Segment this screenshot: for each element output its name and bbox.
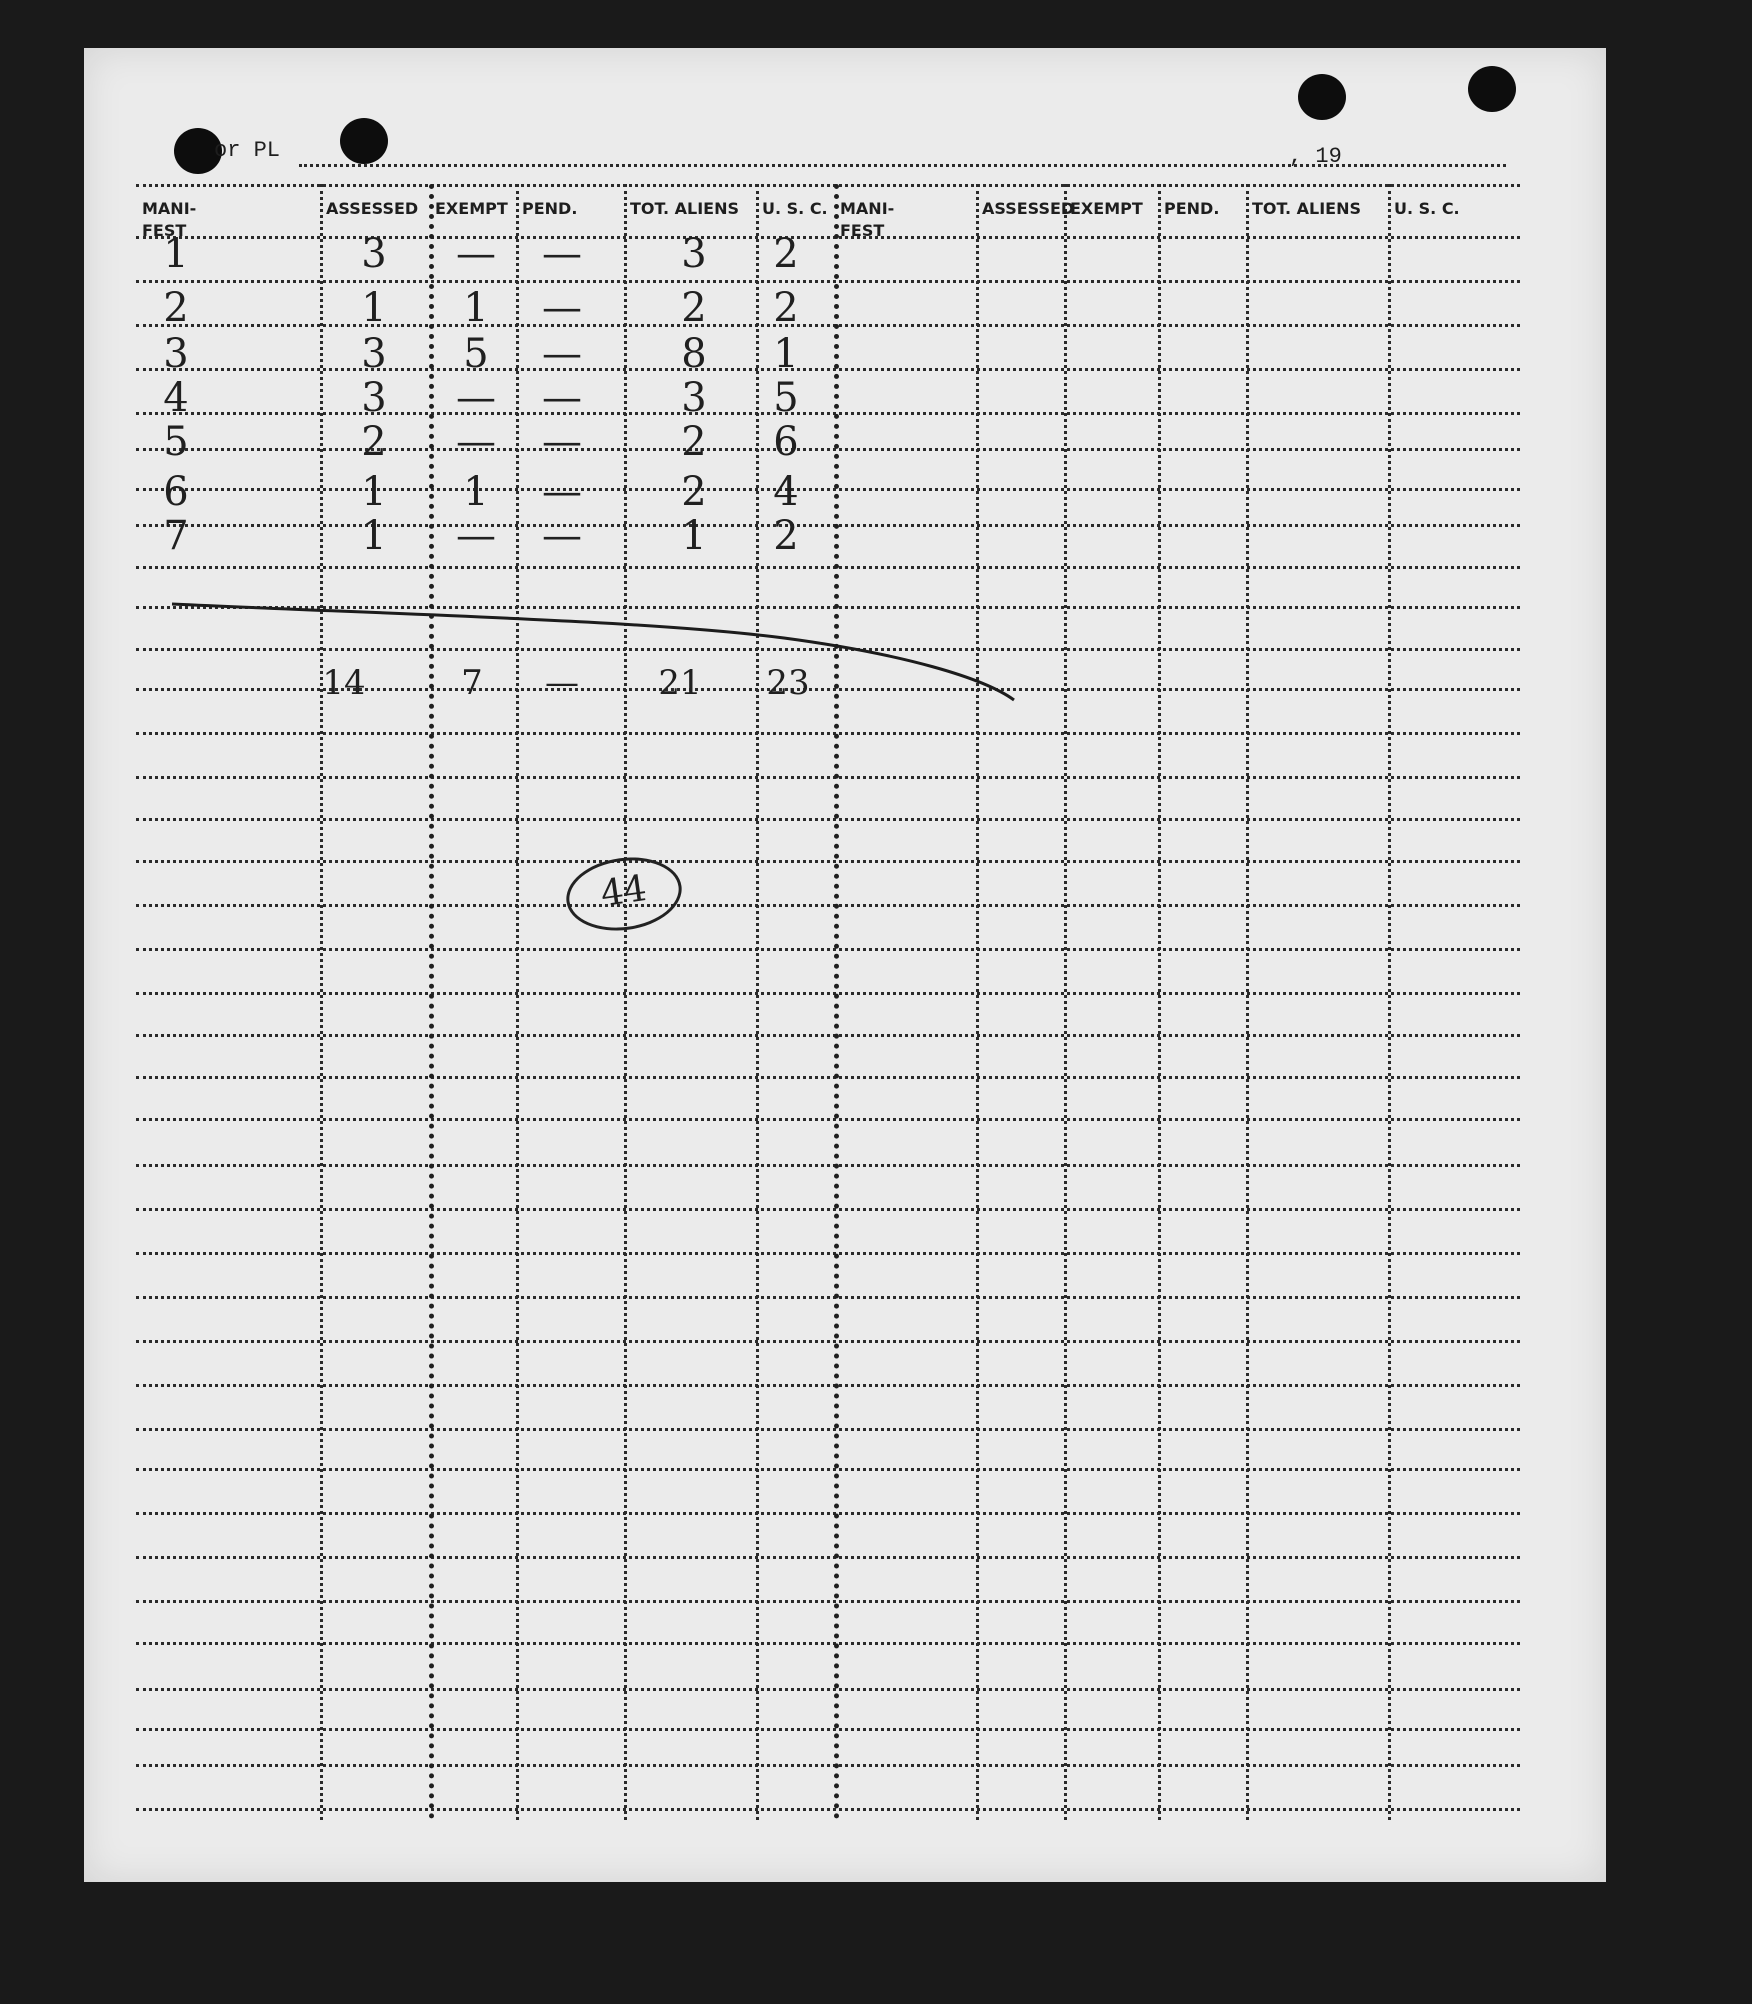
entry-tot-aliens: 8 [681, 331, 707, 377]
entry-usc: 2 [773, 285, 799, 331]
entry-exempt: — [456, 419, 496, 465]
circled-grand-total-value: 44 [598, 868, 650, 916]
port-label: or PL [214, 138, 281, 163]
entry-assessed: 2 [361, 419, 387, 465]
total-tot-aliens: 21 [658, 663, 702, 703]
year-prefix: , 19 [1289, 144, 1342, 169]
total-usc: 23 [766, 663, 810, 703]
entry-assessed: 3 [361, 331, 387, 377]
entry-pend: — [542, 469, 582, 515]
entry-tot-aliens: 1 [681, 513, 707, 559]
entry-usc: 2 [773, 513, 799, 559]
entry-assessed: 3 [361, 231, 387, 277]
column-header-tot-aliens: TOT. ALIENS [630, 199, 740, 218]
entry-usc: 4 [773, 469, 799, 515]
entry-tot-aliens: 2 [681, 285, 707, 331]
column-header-exempt2: EXEMPT [1070, 199, 1143, 218]
entry-usc: 2 [773, 231, 799, 277]
column-header-pend2: PEND. [1164, 199, 1220, 218]
entry-exempt: — [456, 513, 496, 559]
entry-tot-aliens: 3 [681, 375, 707, 421]
entry-pend: — [542, 231, 582, 277]
entry-manifest: 6 [163, 469, 189, 515]
entry-manifest: 1 [163, 231, 189, 277]
entry-tot-aliens: 2 [681, 469, 707, 515]
entry-manifest: 4 [163, 375, 189, 421]
column-header-assessed: ASSESSED [326, 199, 419, 218]
entry-assessed: 1 [361, 285, 387, 331]
column-header-pend: PEND. [522, 199, 578, 218]
entry-manifest: 5 [163, 419, 189, 465]
column-header-assessed2: ASSESSED [982, 199, 1075, 218]
entry-usc: 6 [773, 419, 799, 465]
entry-assessed: 1 [361, 513, 387, 559]
form-sheet [84, 48, 1606, 1882]
total-pend: — [545, 663, 579, 703]
column-header-manifest2: MANI- FEST [840, 199, 895, 240]
tally-underline-stroke [84, 48, 1606, 1882]
entry-assessed: 3 [361, 375, 387, 421]
entry-usc: 1 [773, 331, 799, 377]
entry-exempt: — [456, 375, 496, 421]
column-header-tot-aliens2: TOT. ALIENS [1252, 199, 1362, 218]
total-assessed: 14 [322, 663, 366, 703]
entry-pend: — [542, 331, 582, 377]
entry-manifest: 2 [163, 285, 189, 331]
entry-pend: — [542, 375, 582, 421]
entry-pend: — [542, 419, 582, 465]
entry-manifest: 7 [163, 513, 189, 559]
entry-exempt: 1 [463, 285, 489, 331]
entry-exempt: 5 [463, 331, 489, 377]
column-header-manifest: MANI- FEST [142, 199, 197, 240]
entry-usc: 5 [773, 375, 799, 421]
entry-assessed: 1 [361, 469, 387, 515]
entry-exempt: — [456, 231, 496, 277]
entry-manifest: 3 [163, 331, 189, 377]
entry-exempt: 1 [463, 469, 489, 515]
column-header-exempt: EXEMPT [435, 199, 508, 218]
column-header-usc2: U. S. C. [1394, 199, 1460, 218]
entry-pend: — [542, 513, 582, 559]
column-header-usc: U. S. C. [762, 199, 828, 218]
entry-tot-aliens: 2 [681, 419, 707, 465]
total-exempt: 7 [461, 663, 483, 703]
entry-tot-aliens: 3 [681, 231, 707, 277]
entry-pend: — [542, 285, 582, 331]
